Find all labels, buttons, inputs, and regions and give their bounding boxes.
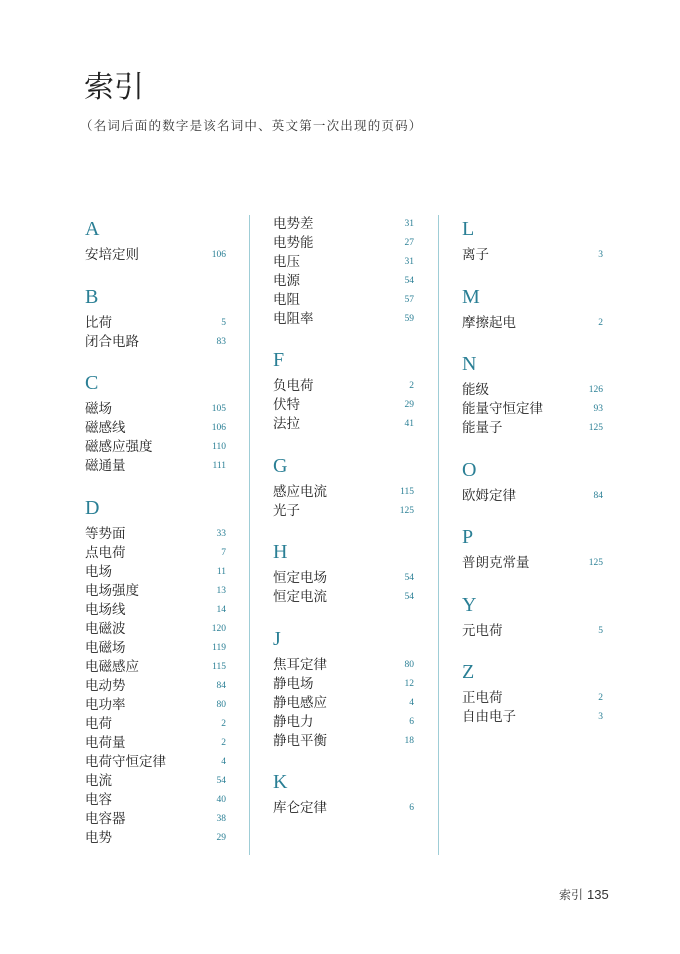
- entry-page: 119: [212, 642, 226, 653]
- index-entry: [273, 483, 414, 502]
- index-entry: [273, 569, 414, 588]
- index-entry: [85, 810, 226, 829]
- entry-page: 38: [216, 813, 226, 824]
- index-entry: [273, 656, 414, 675]
- entry-page: 6: [409, 716, 414, 727]
- entry-page: 2: [598, 693, 603, 703]
- entry-term: 磁感应强度: [85, 439, 153, 455]
- entry-term: 电流: [85, 772, 112, 789]
- entry-page: 11: [216, 566, 226, 577]
- entry-page: 115: [212, 661, 226, 672]
- index-entry: [85, 438, 226, 457]
- section-letter: M: [462, 285, 480, 308]
- entry-term: 自由电子: [462, 709, 516, 725]
- entry-page: 7: [221, 547, 226, 558]
- entry-term: 电场线: [85, 601, 126, 618]
- entry-page: 110: [212, 442, 226, 452]
- entry-page: 125: [588, 423, 603, 433]
- entry-term: 能级: [462, 382, 489, 398]
- index-section: [462, 280, 603, 333]
- index-entry: [273, 291, 414, 310]
- section-letter: F: [273, 349, 285, 371]
- entry-page: 31: [404, 218, 414, 229]
- index-section: [85, 280, 226, 352]
- index-column-3: [462, 212, 603, 742]
- index-entry: [273, 253, 414, 272]
- entry-term: 电容: [85, 791, 112, 808]
- entry-term: 法拉: [273, 416, 300, 432]
- index-entry: [273, 310, 414, 329]
- entry-term: 电功率: [85, 696, 126, 713]
- index-entry: [85, 601, 226, 620]
- page-title: 索引: [84, 70, 144, 105]
- section-letter: Y: [462, 593, 477, 616]
- index-entry: [273, 215, 414, 234]
- index-section: [273, 215, 414, 329]
- entry-page: 3: [598, 250, 603, 260]
- entry-term: 感应电流: [273, 483, 327, 500]
- entry-term: 离子: [462, 247, 489, 263]
- entry-term: 电势能: [273, 234, 314, 251]
- index-entry: [273, 377, 414, 396]
- entry-page: 4: [221, 756, 226, 767]
- index-column-2: [273, 215, 414, 833]
- section-letter: H: [273, 541, 288, 563]
- entry-term: 电荷守恒定律: [85, 753, 166, 770]
- section-letter: C: [85, 372, 99, 394]
- index-entry: [273, 732, 414, 751]
- entry-term: 静电力: [273, 713, 314, 730]
- entry-term: 能量子: [462, 420, 503, 436]
- entry-page: 106: [211, 250, 226, 260]
- index-section: [273, 622, 414, 751]
- footer-label: 索引: [559, 888, 584, 902]
- entry-page: 2: [221, 737, 226, 748]
- entry-page: 18: [404, 735, 414, 746]
- entry-term: 能量守恒定律: [462, 401, 543, 417]
- index-entry: [273, 234, 414, 253]
- entry-term: 库仑定律: [273, 800, 327, 816]
- index-entry: [85, 582, 226, 601]
- entry-page: 84: [593, 490, 603, 501]
- entry-page: 80: [404, 659, 414, 670]
- index-column-1: [85, 212, 226, 862]
- index-section: [462, 655, 603, 727]
- entry-term: 电压: [273, 253, 300, 270]
- section-letter: K: [273, 771, 288, 793]
- entry-term: 电磁感应: [85, 658, 139, 675]
- entry-term: 普朗克常量: [462, 555, 530, 571]
- entry-term: 伏特: [273, 397, 300, 413]
- index-section: [462, 347, 603, 438]
- index-entry: [462, 246, 603, 265]
- entry-page: 54: [216, 775, 226, 786]
- index-entry: [462, 419, 603, 438]
- entry-term: 光子: [273, 502, 300, 519]
- entry-page: 29: [404, 400, 414, 410]
- entry-page: 126: [588, 385, 603, 395]
- section-letter: N: [462, 353, 477, 375]
- entry-page: 2: [598, 317, 603, 328]
- entry-term: 磁通量: [85, 458, 126, 474]
- index-section: [273, 535, 414, 607]
- index-entry: [273, 415, 414, 434]
- entry-term: 静电感应: [273, 694, 327, 711]
- entry-page: 6: [409, 803, 414, 813]
- index-entry: [85, 333, 226, 352]
- entry-page: 54: [404, 275, 414, 286]
- index-entry: [273, 502, 414, 521]
- entry-term: 摩擦起电: [462, 314, 516, 331]
- index-entry: [85, 791, 226, 810]
- entry-term: 静电平衡: [273, 732, 327, 749]
- section-letter: B: [85, 285, 99, 308]
- entry-page: 125: [588, 558, 603, 568]
- entry-page: 80: [216, 699, 226, 710]
- index-section: [273, 449, 414, 521]
- entry-term: 电荷: [85, 715, 112, 732]
- entry-page: 115: [400, 486, 414, 497]
- entry-term: 点电荷: [85, 544, 126, 561]
- entry-term: 电阻: [273, 291, 300, 308]
- index-entry: [273, 396, 414, 415]
- index-entry: [273, 588, 414, 607]
- entry-page: 29: [216, 832, 226, 843]
- entry-term: 电场: [85, 563, 112, 580]
- entry-page: 31: [404, 256, 414, 267]
- section-letter: J: [273, 627, 281, 650]
- entry-term: 闭合电路: [85, 333, 139, 350]
- entry-page: 2: [409, 381, 414, 391]
- index-entry: [85, 246, 226, 265]
- entry-page: 27: [404, 237, 414, 248]
- index-entry: [85, 753, 226, 772]
- section-letter: O: [462, 458, 477, 481]
- entry-term: 电势: [85, 829, 112, 846]
- column-divider: [249, 215, 250, 855]
- index-section: [85, 491, 226, 848]
- index-section: [273, 343, 414, 434]
- entry-page: 5: [221, 317, 226, 328]
- page-footer: [559, 886, 609, 903]
- entry-term: 电动势: [85, 677, 126, 694]
- section-letter: G: [273, 454, 288, 477]
- index-section: [462, 520, 603, 573]
- index-entry: [85, 457, 226, 476]
- entry-term: 负电荷: [273, 378, 314, 394]
- entry-term: 电势差: [273, 215, 314, 232]
- entry-page: 84: [216, 680, 226, 691]
- entry-page: 14: [216, 604, 226, 615]
- index-entry: [462, 708, 603, 727]
- entry-term: 磁场: [85, 401, 112, 417]
- page-number: 135: [587, 887, 609, 902]
- entry-page: 3: [598, 712, 603, 722]
- entry-page: 105: [211, 404, 226, 414]
- index-entry: [273, 272, 414, 291]
- index-section: [273, 765, 414, 818]
- entry-page: 41: [404, 419, 414, 429]
- section-letter: D: [85, 496, 100, 519]
- page-subtitle: （名词后面的数字是该名词中、英文第一次出现的页码）: [80, 118, 423, 133]
- index-entry: [85, 658, 226, 677]
- index-entry: [273, 675, 414, 694]
- index-section: [462, 212, 603, 265]
- entry-term: 正电荷: [462, 690, 503, 706]
- index-entry: [85, 400, 226, 419]
- section-letter: L: [462, 218, 475, 240]
- index-entry: [85, 772, 226, 791]
- entry-page: 12: [404, 678, 414, 689]
- entry-page: 54: [404, 592, 414, 602]
- entry-term: 焦耳定律: [273, 656, 327, 673]
- entry-term: 比荷: [85, 314, 112, 331]
- section-letter: P: [462, 526, 474, 548]
- index-entry: [85, 677, 226, 696]
- entry-page: 2: [221, 718, 226, 729]
- entry-term: 电磁场: [85, 639, 126, 656]
- entry-page: 125: [399, 505, 414, 516]
- index-section: [462, 453, 603, 506]
- column-divider: [438, 215, 439, 855]
- index-entry: [85, 563, 226, 582]
- index-entry: [273, 799, 414, 818]
- index-entry: [273, 694, 414, 713]
- index-entry: [462, 554, 603, 573]
- index-section: [462, 588, 603, 641]
- entry-term: 欧姆定律: [462, 487, 516, 504]
- entry-page: 5: [598, 625, 603, 636]
- index-entry: [462, 381, 603, 400]
- index-entry: [85, 419, 226, 438]
- index-entry: [85, 734, 226, 753]
- index-entry: [85, 696, 226, 715]
- entry-term: 安培定则: [85, 247, 139, 263]
- index-entry: [85, 829, 226, 848]
- entry-page: 57: [404, 294, 414, 305]
- index-entry: [462, 487, 603, 506]
- entry-term: 元电荷: [462, 622, 503, 639]
- section-letter: A: [85, 218, 100, 240]
- index-section: [85, 212, 226, 265]
- entry-term: 恒定电场: [273, 570, 327, 586]
- entry-term: 静电场: [273, 675, 314, 692]
- entry-page: 33: [216, 528, 226, 539]
- index-entry: [462, 689, 603, 708]
- entry-term: 电阻率: [273, 310, 314, 327]
- entry-page: 120: [211, 623, 226, 634]
- entry-page: 54: [404, 573, 414, 583]
- entry-term: 电荷量: [85, 734, 126, 751]
- entry-term: 电容器: [85, 810, 126, 827]
- index-entry: [85, 544, 226, 563]
- index-entry: [462, 314, 603, 333]
- index-entry: [85, 525, 226, 544]
- entry-page: 4: [409, 697, 414, 708]
- entry-term: 电磁波: [85, 620, 126, 637]
- entry-page: 13: [216, 585, 226, 596]
- index-entry: [273, 713, 414, 732]
- entry-term: 等势面: [85, 525, 126, 542]
- entry-term: 电场强度: [85, 582, 139, 599]
- entry-term: 磁感线: [85, 420, 126, 436]
- entry-term: 电源: [273, 272, 300, 289]
- index-entry: [462, 400, 603, 419]
- section-letter: Z: [462, 661, 475, 683]
- entry-term: 恒定电流: [273, 589, 327, 605]
- entry-page: 111: [212, 461, 226, 471]
- entry-page: 106: [211, 423, 226, 433]
- index-entry: [85, 314, 226, 333]
- index-entry: [85, 639, 226, 658]
- entry-page: 40: [216, 794, 226, 805]
- index-section: [85, 366, 226, 476]
- index-entry: [462, 622, 603, 641]
- index-entry: [85, 715, 226, 734]
- index-entry: [85, 620, 226, 639]
- entry-page: 83: [216, 336, 226, 347]
- entry-page: 93: [593, 404, 603, 414]
- entry-page: 59: [404, 313, 414, 324]
